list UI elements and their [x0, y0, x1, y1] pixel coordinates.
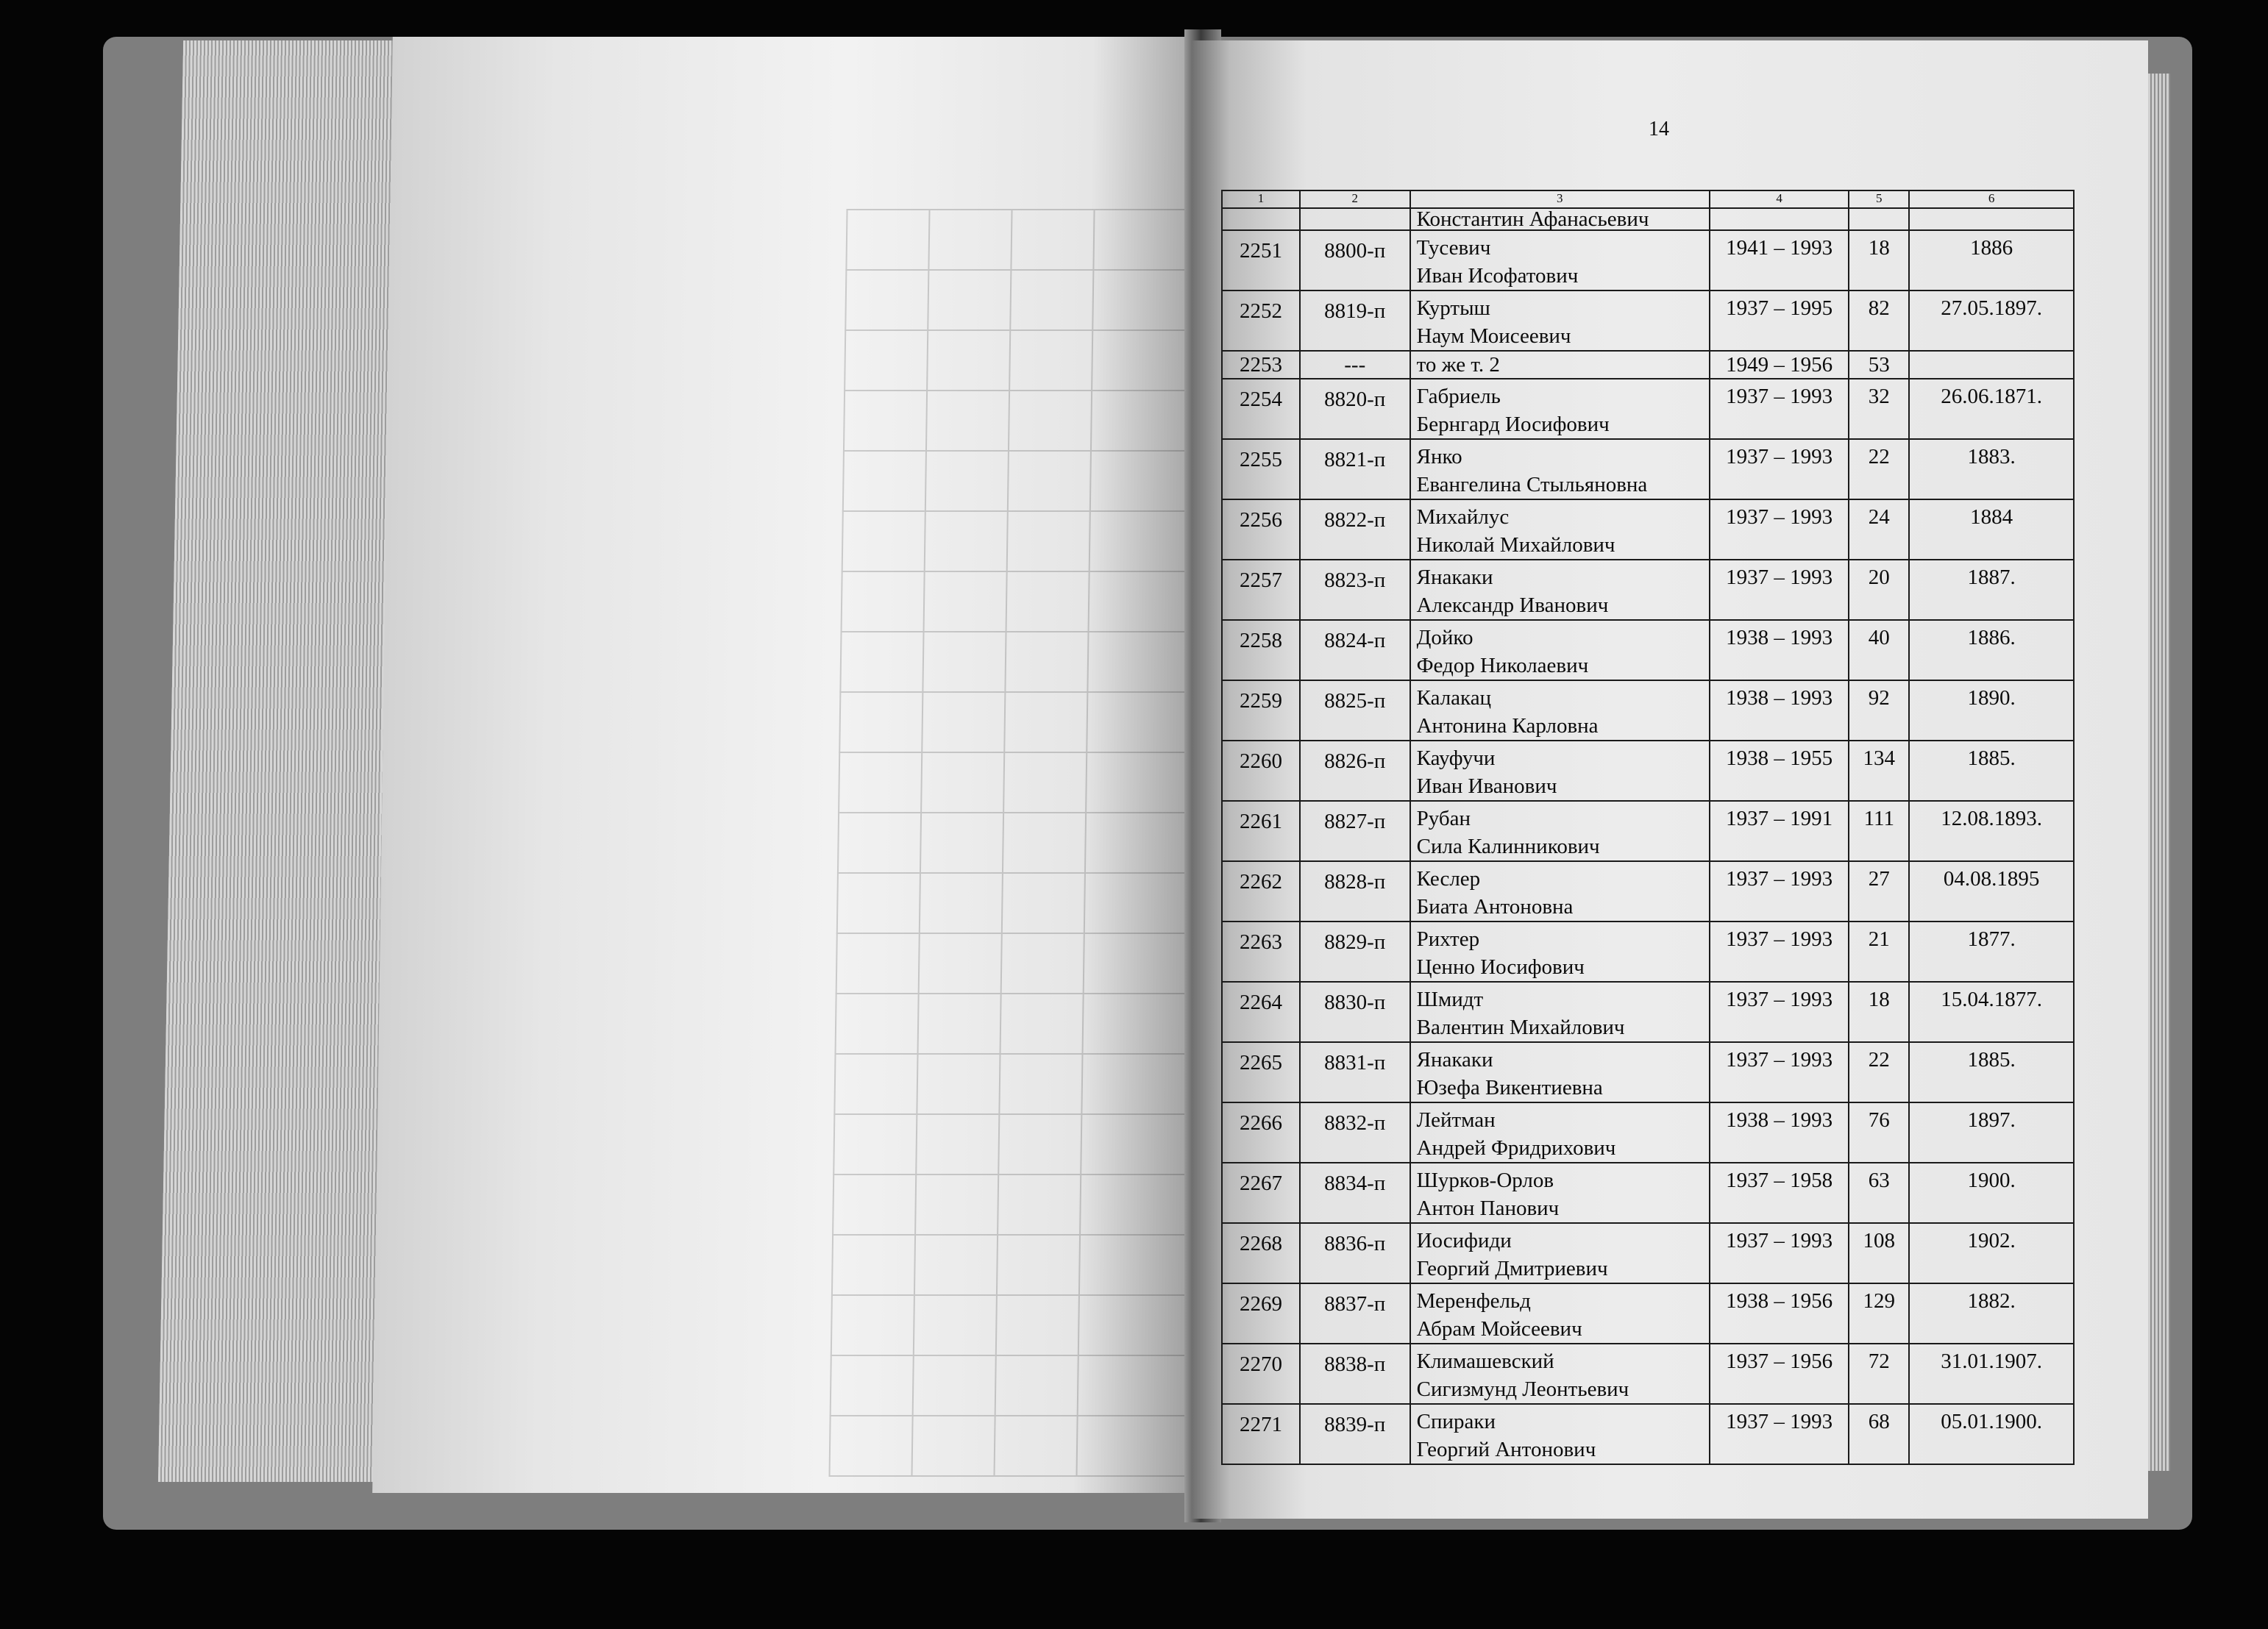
surname: Иосифиди	[1416, 1229, 1512, 1252]
years-cell: 1949 – 1956	[1710, 351, 1849, 379]
case-number-cell: 8831-п	[1300, 1042, 1410, 1102]
record-number-cell: 2261	[1222, 801, 1300, 861]
pages-cell: 21	[1849, 922, 1909, 982]
birth-date-cell: 15.04.1877.	[1909, 982, 2074, 1042]
record-number-cell: 2267	[1222, 1163, 1300, 1223]
years-cell: 1937 – 1993	[1710, 560, 1849, 620]
record-number-cell: 2262	[1222, 861, 1300, 922]
name-cell	[1410, 861, 1710, 922]
years-cell: 1937 – 1993	[1710, 922, 1849, 982]
pages-cell: 24	[1849, 499, 1909, 560]
birth-date-cell: 1883.	[1909, 439, 2074, 499]
name-cell	[1410, 379, 1710, 439]
surname: Шурков-Орлов	[1416, 1169, 1554, 1192]
birth-date-cell: 1897.	[1909, 1102, 2074, 1163]
record-number-cell: 2255	[1222, 439, 1300, 499]
pages-cell: 22	[1849, 439, 1909, 499]
ghost-row	[845, 270, 1217, 330]
name-cell	[1410, 1404, 1710, 1464]
given-name: Георгий Дмитриевич	[1416, 1257, 1608, 1280]
case-number-cell: 8830-п	[1300, 982, 1410, 1042]
record-number-cell: 2263	[1222, 922, 1300, 982]
name-cell	[1410, 1223, 1710, 1283]
pages-cell: 53	[1849, 351, 1909, 379]
given-name: Сигизмунд Леонтьевич	[1416, 1377, 1629, 1401]
ghost-row	[836, 994, 1217, 1054]
surname: Рихтер	[1416, 927, 1480, 951]
ghost-row	[839, 752, 1217, 813]
continued-row	[1222, 208, 2074, 230]
pages-cell: 76	[1849, 1102, 1909, 1163]
table-row	[1222, 1344, 2074, 1404]
name-cell	[1410, 741, 1710, 801]
record-number-cell: 2258	[1222, 620, 1300, 680]
ghost-row	[832, 1235, 1217, 1295]
pages-cell: 82	[1849, 290, 1909, 351]
case-number-cell: 8825-п	[1300, 680, 1410, 741]
years-cell: 1938 – 1993	[1710, 680, 1849, 741]
ghost-row	[840, 632, 1216, 692]
case-number-cell: 8834-п	[1300, 1163, 1410, 1223]
years-cell: 1937 – 1993	[1710, 861, 1849, 922]
ghost-row	[842, 571, 1217, 632]
given-name: Антон Панович	[1416, 1197, 1560, 1220]
record-number-cell: 2257	[1222, 560, 1300, 620]
given-name: Наум Моисеевич	[1416, 324, 1571, 348]
ghost-row	[831, 1355, 1217, 1416]
birth-date-cell: 12.08.1893.	[1909, 801, 2074, 861]
birth-date-cell: 1884	[1909, 499, 2074, 560]
ghost-row	[837, 873, 1217, 933]
record-number-cell: 2266	[1222, 1102, 1300, 1163]
name-cell	[1410, 922, 1710, 982]
ghost-row	[836, 933, 1217, 994]
record-number-cell: 2260	[1222, 741, 1300, 801]
record-number-cell: 2270	[1222, 1344, 1300, 1404]
column-header-row	[1222, 190, 2074, 208]
name-cell	[1410, 290, 1710, 351]
years-cell: 1938 – 1955	[1710, 741, 1849, 801]
birth-date-cell: 1886.	[1909, 620, 2074, 680]
record-number-cell: 2268	[1222, 1223, 1300, 1283]
birth-date-cell: 05.01.1900.	[1909, 1404, 2074, 1464]
years-cell: 1937 – 1993	[1710, 982, 1849, 1042]
table-row	[1222, 741, 2074, 801]
given-name: Юзефа Викентиевна	[1416, 1076, 1603, 1099]
name-cell	[1410, 351, 1710, 379]
record-number-cell: 2252	[1222, 290, 1300, 351]
given-name: Георгий Антонович	[1416, 1438, 1596, 1461]
birth-date-cell: 1885.	[1909, 1042, 2074, 1102]
surname: Климашевский	[1416, 1350, 1554, 1373]
table-row	[1222, 801, 2074, 861]
years-cell: 1938 – 1956	[1710, 1283, 1849, 1344]
record-number-cell: 2256	[1222, 499, 1300, 560]
ghost-row	[846, 210, 1216, 270]
record-number-cell: 2265	[1222, 1042, 1300, 1102]
pages-cell: 22	[1849, 1042, 1909, 1102]
birth-date-cell: 1900.	[1909, 1163, 2074, 1223]
case-number-cell: 8824-п	[1300, 620, 1410, 680]
page-number: 14	[1649, 118, 1669, 140]
name-cell	[1410, 230, 1710, 290]
case-number-cell: 8832-п	[1300, 1102, 1410, 1163]
name-cell	[1410, 801, 1710, 861]
table-row	[1222, 1283, 2074, 1344]
years-cell: 1937 – 1993	[1710, 439, 1849, 499]
table-row	[1222, 1163, 2074, 1223]
given-name: Биата Антоновна	[1416, 895, 1574, 919]
table-row	[1222, 560, 2074, 620]
table-row	[1222, 982, 2074, 1042]
case-number-cell: 8837-п	[1300, 1283, 1410, 1344]
given-name: Сила Калинникович	[1416, 835, 1600, 858]
surname: Янко	[1416, 445, 1462, 468]
pages-cell: 111	[1849, 801, 1909, 861]
surname: Калакац	[1416, 686, 1492, 710]
table-row	[1222, 861, 2074, 922]
column-header: 1	[1222, 190, 1300, 208]
years-cell: 1941 – 1993	[1710, 230, 1849, 290]
case-number-cell: 8822-п	[1300, 499, 1410, 560]
given-name: Ценно Иосифович	[1416, 955, 1585, 979]
table-row	[1222, 1102, 2074, 1163]
column-header: 6	[1909, 190, 2074, 208]
ghost-row	[844, 391, 1217, 451]
birth-date-cell: 1885.	[1909, 741, 2074, 801]
surname: то же т. 2	[1416, 353, 1500, 377]
name-cell	[1410, 1163, 1710, 1223]
years-cell: 1937 – 1993	[1710, 379, 1849, 439]
left-page-number	[847, 154, 1217, 179]
pages-cell: 18	[1849, 982, 1909, 1042]
case-number-cell: 8821-п	[1300, 439, 1410, 499]
name-cell	[1410, 982, 1710, 1042]
name-cell	[1410, 560, 1710, 620]
record-number-cell: 2253	[1222, 351, 1300, 379]
years-cell: 1937 – 1995	[1710, 290, 1849, 351]
surname: Шмидт	[1416, 988, 1484, 1011]
table-row	[1222, 680, 2074, 741]
column-header: 2	[1300, 190, 1410, 208]
given-name: Иван Исофатович	[1416, 264, 1579, 288]
surname: Михайлус	[1416, 505, 1510, 529]
surname: Дойко	[1416, 626, 1474, 649]
surname: Янакаки	[1416, 1048, 1493, 1072]
years-cell: 1937 – 1958	[1710, 1163, 1849, 1223]
years-cell: 1937 – 1991	[1710, 801, 1849, 861]
ghost-row	[834, 1054, 1216, 1114]
given-name: Антонина Карловна	[1416, 714, 1599, 738]
pages-cell: 134	[1849, 741, 1909, 801]
birth-date-cell: 04.08.1895	[1909, 861, 2074, 922]
given-name: Николай Михайлович	[1416, 533, 1615, 557]
left-page-bleedthrough	[829, 154, 1217, 1449]
case-number-cell: ---	[1300, 351, 1410, 379]
record-number-cell: 2254	[1222, 379, 1300, 439]
years-cell: 1937 – 1993	[1710, 1042, 1849, 1102]
left-page-table	[828, 209, 1216, 1477]
surname: Лейтман	[1416, 1108, 1496, 1132]
given-name: Федор Николаевич	[1416, 654, 1589, 677]
name-cell	[1410, 1344, 1710, 1404]
case-number-cell: 8829-п	[1300, 922, 1410, 982]
years-cell: 1937 – 1993	[1710, 1223, 1849, 1283]
register-table	[1221, 190, 2075, 1465]
record-number-cell: 2269	[1222, 1283, 1300, 1344]
given-name: Абрам Мойсеевич	[1416, 1317, 1582, 1341]
ghost-row	[833, 1174, 1217, 1235]
pages-cell: 18	[1849, 230, 1909, 290]
ghost-row	[833, 1114, 1217, 1174]
name-cell	[1410, 1102, 1710, 1163]
years-cell: 1938 – 1993	[1710, 620, 1849, 680]
birth-date-cell: 26.06.1871.	[1909, 379, 2074, 439]
left-page	[372, 37, 1217, 1493]
surname: Куртыш	[1416, 296, 1490, 320]
table-row	[1222, 1042, 2074, 1102]
table-row	[1222, 439, 2074, 499]
name-cell	[1410, 1283, 1710, 1344]
column-header: 3	[1410, 190, 1710, 208]
table-row	[1222, 499, 2074, 560]
birth-date-cell: 1902.	[1909, 1223, 2074, 1283]
column-header: 5	[1849, 190, 1909, 208]
table-row	[1222, 351, 2074, 379]
column-header: 4	[1710, 190, 1849, 208]
ghost-row	[829, 1416, 1216, 1476]
case-number-cell: 8826-п	[1300, 741, 1410, 801]
pages-cell: 27	[1849, 861, 1909, 922]
given-name: Бернгард Иосифович	[1416, 413, 1610, 436]
birth-date-cell: 31.01.1907.	[1909, 1344, 2074, 1404]
case-number-cell: 8800-п	[1300, 230, 1410, 290]
ghost-row	[845, 330, 1217, 391]
surname: Меренфельд	[1416, 1289, 1531, 1313]
given-name: Александр Иванович	[1416, 594, 1609, 617]
case-number-cell: 8819-п	[1300, 290, 1410, 351]
pages-cell: 92	[1849, 680, 1909, 741]
ghost-row	[839, 692, 1217, 752]
birth-date-cell: 27.05.1897.	[1909, 290, 2074, 351]
birth-date-cell	[1909, 351, 2074, 379]
table-row	[1222, 922, 2074, 982]
continued-name: Константин Афанасьевич	[1410, 208, 1710, 230]
pages-cell: 63	[1849, 1163, 1909, 1223]
case-number-cell: 8828-п	[1300, 861, 1410, 922]
years-cell: 1937 – 1956	[1710, 1344, 1849, 1404]
record-number-cell: 2271	[1222, 1404, 1300, 1464]
case-number-cell: 8823-п	[1300, 560, 1410, 620]
pages-cell: 32	[1849, 379, 1909, 439]
table-row	[1222, 230, 2074, 290]
pages-cell: 20	[1849, 560, 1909, 620]
surname: Кауфучи	[1416, 746, 1496, 770]
case-number-cell: 8836-п	[1300, 1223, 1410, 1283]
pages-cell: 129	[1849, 1283, 1909, 1344]
case-number-cell: 8838-п	[1300, 1344, 1410, 1404]
pages-cell: 40	[1849, 620, 1909, 680]
surname: Спираки	[1416, 1410, 1496, 1433]
birth-date-cell: 1890.	[1909, 680, 2074, 741]
ghost-row	[843, 451, 1217, 511]
surname: Кеслер	[1416, 867, 1481, 891]
birth-date-cell: 1887.	[1909, 560, 2074, 620]
table-row	[1222, 1223, 2074, 1283]
surname: Тусевич	[1416, 236, 1491, 260]
name-cell	[1410, 439, 1710, 499]
given-name: Евангелина Стыльяновна	[1416, 473, 1648, 496]
case-number-cell: 8839-п	[1300, 1404, 1410, 1464]
surname: Янакаки	[1416, 566, 1493, 589]
birth-date-cell: 1886	[1909, 230, 2074, 290]
birth-date-cell: 1877.	[1909, 922, 2074, 982]
ghost-row	[831, 1295, 1217, 1355]
record-number-cell: 2264	[1222, 982, 1300, 1042]
case-number-cell: 8820-п	[1300, 379, 1410, 439]
name-cell	[1410, 499, 1710, 560]
name-cell	[1410, 620, 1710, 680]
table-row	[1222, 1404, 2074, 1464]
given-name: Андрей Фридрихович	[1416, 1136, 1616, 1160]
years-cell: 1937 – 1993	[1710, 1404, 1849, 1464]
birth-date-cell: 1882.	[1909, 1283, 2074, 1344]
pages-cell: 68	[1849, 1404, 1909, 1464]
record-number-cell: 2251	[1222, 230, 1300, 290]
name-cell	[1410, 1042, 1710, 1102]
ghost-row	[842, 511, 1217, 571]
table-row	[1222, 379, 2074, 439]
record-number-cell: 2259	[1222, 680, 1300, 741]
pages-cell: 108	[1849, 1223, 1909, 1283]
given-name: Иван Иванович	[1416, 774, 1557, 798]
case-number-cell: 8827-п	[1300, 801, 1410, 861]
table-row	[1222, 620, 2074, 680]
table-row	[1222, 290, 2074, 351]
pages-cell: 72	[1849, 1344, 1909, 1404]
given-name: Валентин Михайлович	[1416, 1016, 1625, 1039]
surname: Рубан	[1416, 807, 1471, 830]
years-cell: 1938 – 1993	[1710, 1102, 1849, 1163]
years-cell: 1937 – 1993	[1710, 499, 1849, 560]
ghost-row	[838, 813, 1217, 873]
surname: Габриель	[1416, 385, 1501, 408]
name-cell	[1410, 680, 1710, 741]
